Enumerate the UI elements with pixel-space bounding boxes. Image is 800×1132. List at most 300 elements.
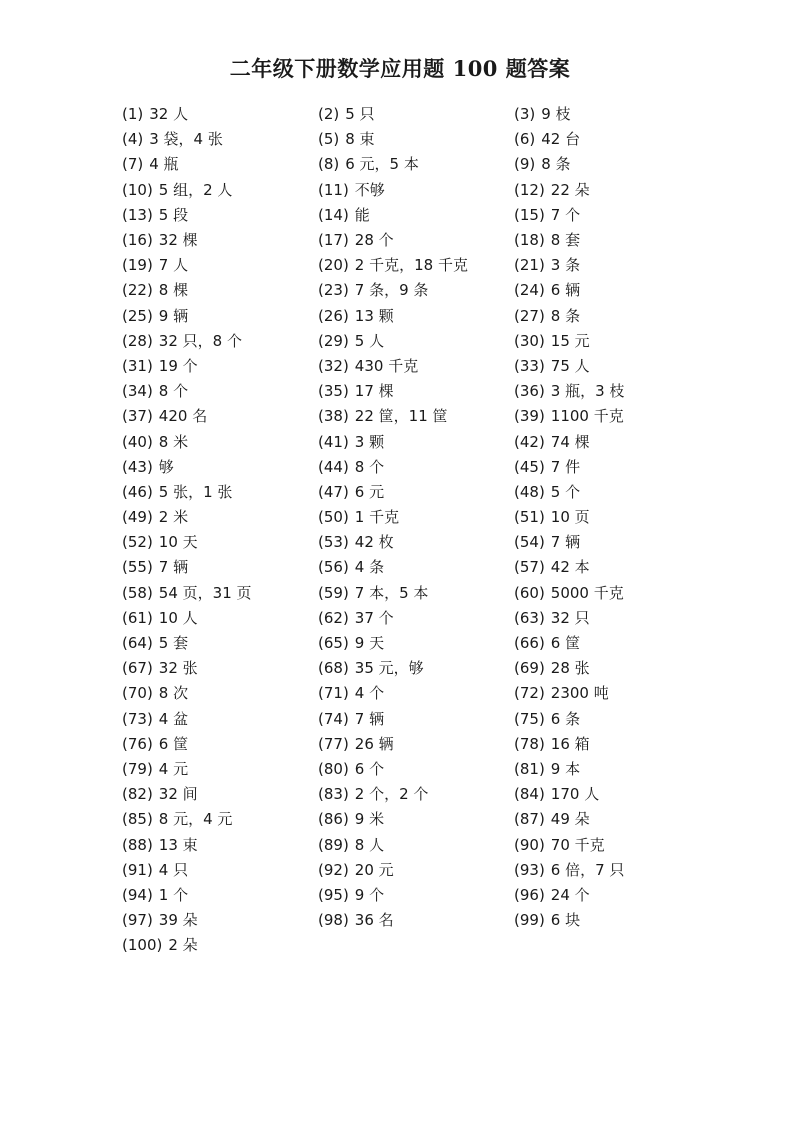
answer-number: (46) — [122, 482, 153, 501]
answer-number: (74) — [318, 709, 349, 728]
answer-number: (12) — [514, 180, 545, 199]
answer-number: (18) — [514, 231, 545, 250]
answer-number: (43) — [122, 457, 153, 476]
answer-value: 7 件 — [550, 457, 581, 476]
answer-item — [318, 258, 514, 273]
answer-value: 2 米 — [158, 508, 189, 527]
answer-item — [318, 233, 514, 248]
answer-value: 22 朵 — [550, 180, 590, 199]
page-title: 二年级下册数学应用题 100 题答案 — [229, 56, 571, 81]
answer-number: (97) — [122, 911, 153, 930]
answer-item — [122, 482, 318, 501]
answer-number: (11) — [318, 180, 349, 199]
answer-item — [514, 180, 710, 199]
answer-number: (96) — [514, 885, 545, 904]
answer-number: (38) — [318, 407, 349, 426]
answer-number: (79) — [122, 759, 153, 778]
answer-number: (80) — [318, 759, 349, 778]
answer-number: (73) — [122, 709, 153, 728]
answer-value: 39 朵 — [158, 911, 198, 930]
answer-number: (45) — [514, 457, 545, 476]
answer-value: 4 元 — [158, 759, 189, 778]
answer-number: (2) — [318, 105, 340, 124]
answer-value: 8 米 — [158, 432, 189, 451]
answer-number: (90) — [514, 835, 545, 854]
answer-number: (29) — [318, 331, 349, 350]
answer-item — [122, 787, 318, 802]
answer-number: (51) — [514, 508, 545, 527]
answer-number: (81) — [514, 759, 545, 778]
answer-number: (52) — [122, 533, 153, 552]
answer-item — [318, 734, 514, 753]
answer-number: (67) — [122, 659, 153, 678]
answer-number: (54) — [514, 533, 545, 552]
answer-item — [122, 759, 318, 778]
answer-item — [318, 356, 514, 375]
answer-number: (78) — [514, 734, 545, 753]
answer-number: (41) — [318, 432, 349, 451]
answer-value: 17 棵 — [354, 382, 394, 401]
answer-value: 42 枚 — [354, 533, 394, 552]
answer-number: (58) — [122, 583, 153, 602]
answer-item — [122, 686, 318, 701]
answer-value: 15 元 — [550, 331, 590, 350]
answer-item — [318, 709, 514, 728]
answer-item — [514, 132, 710, 147]
answer-item — [122, 734, 318, 753]
answer-item — [122, 432, 318, 451]
answer-item — [318, 180, 514, 199]
answer-item — [514, 233, 710, 248]
answer-value: 19 个 — [158, 356, 198, 375]
answer-item — [122, 860, 318, 879]
answer-item — [514, 787, 710, 802]
answer-number: (89) — [318, 835, 349, 854]
answer-value: 8 条 — [541, 155, 571, 174]
answer-number: (37) — [122, 407, 153, 426]
answer-number: (62) — [318, 608, 349, 627]
answer-item — [514, 608, 710, 627]
answer-number: (32) — [318, 356, 349, 375]
answer-value: 8 人 — [354, 835, 385, 854]
answer-number: (59) — [318, 583, 349, 602]
answer-number: (33) — [514, 356, 545, 375]
answer-item — [514, 734, 710, 753]
answer-value: 不够 — [354, 180, 385, 199]
answer-value: 26 辆 — [354, 734, 394, 753]
answer-item — [514, 686, 710, 701]
answer-item — [318, 913, 514, 928]
answer-value: 8 次 — [158, 684, 189, 703]
answer-value: 2 朵 — [168, 936, 198, 955]
answer-value: 32 棵 — [158, 231, 198, 250]
answer-value: 6 筐 — [550, 634, 581, 653]
answer-item — [514, 812, 710, 827]
answer-value: 2 千克，18 千克 — [354, 256, 468, 275]
answer-item — [122, 913, 318, 928]
answer-item — [318, 306, 514, 325]
answer-value: 4 瓶 — [149, 155, 179, 174]
answer-item — [514, 535, 710, 550]
answer-value: 20 元 — [354, 860, 394, 879]
answer-value: 28 个 — [354, 231, 394, 250]
answer-item — [514, 409, 710, 424]
answer-number: (99) — [514, 911, 545, 930]
answer-number: (48) — [514, 482, 545, 501]
answer-item — [514, 384, 710, 399]
answer-item — [318, 759, 514, 778]
answer-number: (92) — [318, 860, 349, 879]
answer-number: (70) — [122, 684, 153, 703]
answer-number: (31) — [122, 356, 153, 375]
answer-value: 5 个 — [550, 482, 581, 501]
answer-item — [122, 107, 318, 122]
answer-item — [514, 107, 710, 122]
answer-value: 37 个 — [354, 608, 394, 627]
answer-item — [514, 157, 710, 172]
answer-value: 35 元，够 — [354, 659, 424, 678]
answer-value: 5 段 — [158, 205, 189, 224]
answer-number: (36) — [514, 382, 545, 401]
answer-item — [122, 283, 318, 298]
answer-item — [122, 180, 318, 199]
answer-value: 8 元，4 元 — [158, 810, 233, 829]
answer-number: (83) — [318, 785, 349, 804]
answer-value: 10 人 — [158, 608, 198, 627]
answer-number: (35) — [318, 382, 349, 401]
answer-item — [122, 835, 318, 854]
answer-item — [514, 258, 710, 273]
answer-value: 420 名 — [158, 407, 208, 426]
answer-item — [122, 812, 318, 827]
answer-item — [514, 482, 710, 501]
answer-number: (77) — [318, 734, 349, 753]
answer-item — [514, 432, 710, 451]
answer-value: 7 本，5 本 — [354, 583, 429, 602]
answer-number: (17) — [318, 231, 349, 250]
answer-value: 2300 吨 — [550, 684, 609, 703]
answer-value: 9 天 — [354, 634, 385, 653]
answer-item — [122, 535, 318, 550]
answer-value: 36 名 — [354, 911, 394, 930]
answer-item — [514, 205, 710, 224]
answer-value: 3 条 — [550, 256, 581, 275]
answer-item — [318, 510, 514, 525]
answer-value: 7 辆 — [158, 558, 189, 577]
answer-value: 1 千克 — [354, 508, 400, 527]
answer-value: 7 辆 — [550, 533, 581, 552]
answer-value: 54 页，31 页 — [158, 583, 252, 602]
answer-item — [122, 356, 318, 375]
answer-number: (26) — [318, 306, 349, 325]
answer-number: (75) — [514, 709, 545, 728]
answer-item — [514, 636, 710, 651]
answer-number: (3) — [514, 105, 536, 124]
answer-item — [318, 560, 514, 575]
answer-number: (44) — [318, 457, 349, 476]
answer-value: 28 张 — [550, 659, 590, 678]
answer-number: (57) — [514, 558, 545, 577]
answer-value: 13 束 — [158, 835, 198, 854]
answer-number: (27) — [514, 306, 545, 325]
answer-item — [122, 306, 318, 325]
answer-value: 5 张，1 张 — [158, 482, 233, 501]
answer-value: 6 块 — [550, 911, 581, 930]
answer-item — [122, 233, 318, 248]
answer-value: 5000 千克 — [550, 583, 624, 602]
answer-item — [514, 913, 710, 928]
answer-value: 7 个 — [550, 205, 581, 224]
answer-item — [318, 608, 514, 627]
answer-value: 32 只，8 个 — [158, 331, 242, 350]
answer-item — [318, 661, 514, 676]
answer-item — [318, 107, 514, 122]
answer-number: (15) — [514, 205, 545, 224]
answer-number: (6) — [514, 130, 536, 149]
answer-item — [318, 812, 514, 827]
answer-number: (69) — [514, 659, 545, 678]
answer-item — [514, 885, 710, 904]
answer-value: 3 瓶，3 枝 — [550, 382, 625, 401]
answer-number: (4) — [122, 130, 144, 149]
answer-value: 9 枝 — [541, 105, 571, 124]
answer-number: (7) — [122, 155, 144, 174]
answer-item — [514, 331, 710, 350]
answer-value: 10 天 — [158, 533, 198, 552]
answer-number: (85) — [122, 810, 153, 829]
answer-item — [318, 132, 514, 147]
answer-value: 7 人 — [158, 256, 189, 275]
answer-number: (25) — [122, 306, 153, 325]
answer-value: 7 辆 — [354, 709, 385, 728]
answer-item — [514, 510, 710, 525]
answer-value: 9 米 — [354, 810, 385, 829]
answer-number: (49) — [122, 508, 153, 527]
answer-value: 8 个 — [354, 457, 385, 476]
answer-item — [514, 306, 710, 325]
answer-item — [122, 409, 318, 424]
answer-item — [122, 132, 318, 147]
answer-value: 32 张 — [158, 659, 198, 678]
answer-number: (16) — [122, 231, 153, 250]
answer-value: 9 本 — [550, 759, 581, 778]
answer-number: (68) — [318, 659, 349, 678]
answer-number: (22) — [122, 281, 153, 300]
answer-number: (56) — [318, 558, 349, 577]
answer-number: (5) — [318, 130, 340, 149]
answer-item — [318, 205, 514, 224]
answer-value: 5 组，2 人 — [158, 180, 233, 199]
answer-value: 10 页 — [550, 508, 590, 527]
answer-item — [318, 835, 514, 854]
answer-value: 75 人 — [550, 356, 590, 375]
answer-number: (39) — [514, 407, 545, 426]
answer-item — [514, 759, 710, 778]
answer-value: 24 个 — [550, 885, 590, 904]
answer-item — [318, 482, 514, 501]
answer-value: 32 间 — [158, 785, 198, 804]
answer-number: (93) — [514, 860, 545, 879]
answer-item — [122, 205, 318, 224]
answer-item — [122, 510, 318, 525]
answer-item — [514, 283, 710, 298]
answer-number: (61) — [122, 608, 153, 627]
answer-number: (82) — [122, 785, 153, 804]
answer-value: 3 颗 — [354, 432, 385, 451]
answer-item — [514, 356, 710, 375]
answer-value: 6 辆 — [550, 281, 581, 300]
answer-item — [122, 331, 318, 350]
answer-item — [122, 583, 318, 602]
answer-value: 4 盆 — [158, 709, 189, 728]
answer-item — [318, 636, 514, 651]
answer-value: 够 — [158, 457, 174, 476]
answer-item — [122, 709, 318, 728]
answer-item — [122, 885, 318, 904]
answer-value: 7 条，9 条 — [354, 281, 429, 300]
answer-number: (34) — [122, 382, 153, 401]
answer-item — [514, 560, 710, 575]
answer-number: (71) — [318, 684, 349, 703]
answer-value: 42 本 — [550, 558, 590, 577]
answer-value: 8 条 — [550, 306, 581, 325]
answer-item — [318, 432, 514, 451]
answer-number: (40) — [122, 432, 153, 451]
answer-value: 74 棵 — [550, 432, 590, 451]
answer-number: (53) — [318, 533, 349, 552]
answer-number: (24) — [514, 281, 545, 300]
answer-item — [122, 560, 318, 575]
answer-number: (94) — [122, 885, 153, 904]
answer-number: (50) — [318, 508, 349, 527]
answer-item — [318, 331, 514, 350]
answer-value: 13 颗 — [354, 306, 394, 325]
answer-number: (91) — [122, 860, 153, 879]
answer-item — [318, 583, 514, 602]
answer-number: (21) — [514, 256, 545, 275]
answer-value: 能 — [354, 205, 370, 224]
answer-item — [318, 157, 514, 172]
answer-item — [318, 535, 514, 550]
answer-item — [122, 258, 318, 273]
answer-value: 16 箱 — [550, 734, 590, 753]
answer-number: (28) — [122, 331, 153, 350]
answer-value: 8 束 — [345, 130, 375, 149]
answer-number: (84) — [514, 785, 545, 804]
answer-item — [514, 860, 710, 879]
answer-value: 5 只 — [345, 105, 375, 124]
answer-item — [318, 787, 514, 802]
answer-item — [514, 709, 710, 728]
answer-number: (72) — [514, 684, 545, 703]
answer-value: 6 元 — [354, 482, 385, 501]
answer-number: (65) — [318, 634, 349, 653]
answer-number: (63) — [514, 608, 545, 627]
answer-item — [514, 583, 710, 602]
answer-item — [122, 608, 318, 627]
answer-item — [122, 457, 318, 476]
answer-value: 6 条 — [550, 709, 581, 728]
answer-item — [318, 409, 514, 424]
answer-item — [514, 835, 710, 854]
answer-item — [318, 686, 514, 701]
answer-value: 4 只 — [158, 860, 189, 879]
answer-value: 6 筐 — [158, 734, 189, 753]
answer-item — [122, 384, 318, 399]
answer-value: 9 个 — [354, 885, 385, 904]
answer-value: 8 棵 — [158, 281, 189, 300]
answer-value: 5 套 — [158, 634, 189, 653]
answer-number: (13) — [122, 205, 153, 224]
answer-number: (10) — [122, 180, 153, 199]
answer-number: (87) — [514, 810, 545, 829]
answer-number: (86) — [318, 810, 349, 829]
answer-value: 22 筐，11 筐 — [354, 407, 448, 426]
answer-value: 1100 千克 — [550, 407, 624, 426]
answer-value: 42 台 — [541, 130, 581, 149]
answer-value: 4 条 — [354, 558, 385, 577]
answer-number: (100) — [122, 936, 163, 955]
answer-value: 49 朵 — [550, 810, 590, 829]
answer-value: 4 个 — [354, 684, 385, 703]
answer-number: (95) — [318, 885, 349, 904]
answer-number: (30) — [514, 331, 545, 350]
answer-value: 6 倍，7 只 — [550, 860, 625, 879]
answer-number: (88) — [122, 835, 153, 854]
answer-number: (42) — [514, 432, 545, 451]
answer-value: 8 套 — [550, 231, 581, 250]
answer-grid — [122, 102, 742, 958]
answer-number: (47) — [318, 482, 349, 501]
answer-item — [514, 661, 710, 676]
answer-value: 32 只 — [550, 608, 590, 627]
answer-value: 9 辆 — [158, 306, 189, 325]
answer-number: (64) — [122, 634, 153, 653]
answer-value: 170 人 — [550, 785, 600, 804]
answer-number: (66) — [514, 634, 545, 653]
answer-value: 430 千克 — [354, 356, 419, 375]
answer-number: (60) — [514, 583, 545, 602]
answer-number: (76) — [122, 734, 153, 753]
answer-number: (23) — [318, 281, 349, 300]
answer-number: (55) — [122, 558, 153, 577]
answer-item — [318, 457, 514, 476]
answer-item — [122, 157, 318, 172]
answer-value: 32 人 — [149, 105, 189, 124]
answer-item — [122, 661, 318, 676]
answer-value: 6 元，5 本 — [345, 155, 419, 174]
answer-number: (9) — [514, 155, 536, 174]
answer-number: (98) — [318, 911, 349, 930]
answer-item — [122, 938, 318, 953]
answer-value: 1 个 — [158, 885, 189, 904]
answer-value: 3 袋，4 张 — [149, 130, 223, 149]
answer-item — [318, 860, 514, 879]
answer-number: (19) — [122, 256, 153, 275]
answer-number: (1) — [122, 105, 144, 124]
answer-number: (20) — [318, 256, 349, 275]
answer-item — [318, 885, 514, 904]
answer-value: 5 人 — [354, 331, 385, 350]
answer-value: 8 个 — [158, 382, 189, 401]
answer-item — [514, 457, 710, 476]
answer-item — [318, 384, 514, 399]
answer-value: 70 千克 — [550, 835, 605, 854]
answer-item — [122, 636, 318, 651]
answer-value: 6 个 — [354, 759, 385, 778]
answer-value: 2 个，2 个 — [354, 785, 429, 804]
answer-number: (14) — [318, 205, 349, 224]
